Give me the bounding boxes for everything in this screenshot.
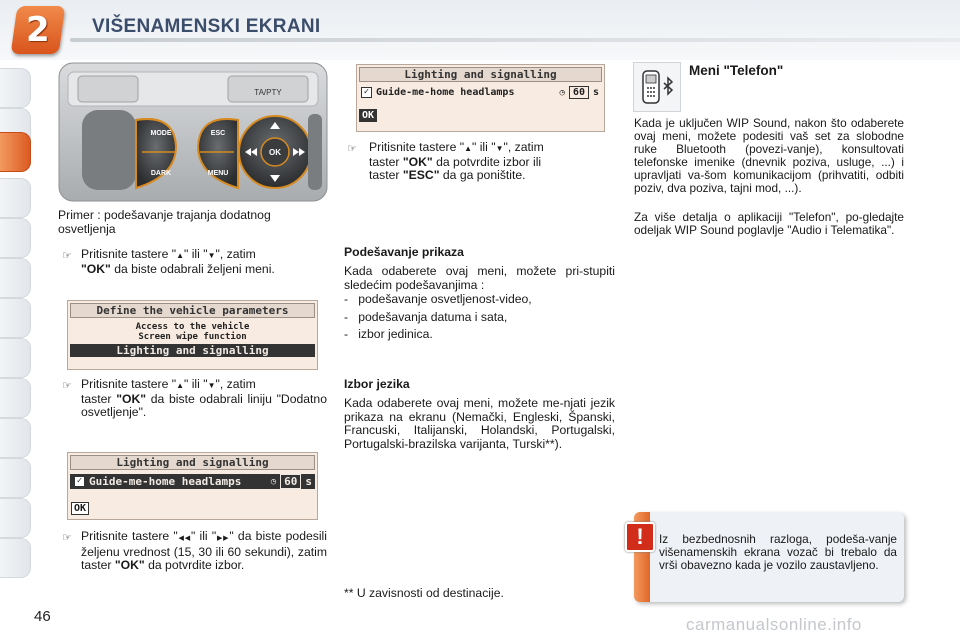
section-heading-phone: Meni "Telefon" — [689, 63, 784, 78]
watermark: carmanualsonline.info — [686, 615, 862, 634]
side-tab[interactable] — [0, 458, 31, 498]
instruction-step-4: Pritisnite tastere "▲" ili "▼", zatim taster "OK" da potvrdite izbor ili taster "ESC" da ga poništite. — [369, 140, 544, 183]
lcd-title: Lighting and signalling — [70, 455, 315, 470]
list-item: - izbor jedinica. — [344, 327, 433, 342]
phone-paragraph-1: Kada je uključen WIP Sound, nakon što odaberete ovaj meni, možete podesiti vaš set za slobodne ruke Bluetooth (povezi-vanje), konsultovati telefonske imenike (dnevnik poziva, usluge, ...) i upravljati va-šom komunikacijom (prihvatiti, odbiti poziv, dva poziva, tajni mod, ...). — [634, 116, 904, 195]
list-item: - podešavanja datuma i sata, — [344, 309, 508, 324]
side-tab[interactable] — [0, 338, 31, 378]
display-settings-list — [344, 293, 615, 342]
chapter-badge — [11, 6, 66, 54]
down-arrow-icon: ▼ — [495, 144, 504, 153]
side-tab[interactable] — [0, 178, 31, 218]
side-tab[interactable] — [0, 258, 31, 298]
pointing-finger-icon: ☞ — [347, 142, 357, 155]
clock-icon: ◷ — [270, 476, 277, 487]
section-heading-language: Izbor jezika — [344, 377, 410, 391]
pointing-finger-icon: ☞ — [62, 531, 72, 544]
mode-button: MODE — [150, 130, 172, 137]
up-arrow-icon: ▲ — [464, 144, 473, 153]
lcd-screen-lighting — [67, 452, 318, 520]
footnote: ** U zavisnosti od destinacije. — [344, 586, 504, 600]
down-arrow-icon: ▼ — [207, 251, 216, 260]
phone-paragraph-2: Za više detalja o aplikaciji "Telefon", po-gledajte odeljak WIP Sound poglavlje "Audio i Telematika". — [634, 210, 904, 237]
lcd-line-1: Access to the vehicle — [135, 322, 250, 332]
display-settings-intro: Kada odaberete ovaj meni, možete pri-stupiti sledećim podešavanjima : — [344, 264, 615, 292]
ok-button: OK — [269, 148, 281, 157]
up-arrow-icon: ▲ — [176, 251, 185, 260]
lcd-line-2: Screen wipe function — [138, 332, 247, 342]
instruction-step-3: Pritisnite tastere "◀◀" ili "▶▶" da biste podesili željenu vrednost (15, 30 ili 60 sekundi), zatim taster "OK" da potvrdite izbor. — [81, 529, 327, 573]
page-title: VIŠENAMENSKI EKRANI — [92, 16, 321, 37]
warning-text: Iz bezbednosnih razloga, podeša-vanje višenamenskih ekrana vozač bi trebalo da vrši obavezno kada je vozilo zaustavljeno. — [659, 532, 897, 573]
image-caption: Primer : podešavanje trajanja dodatnog osvetljenja — [58, 208, 271, 236]
side-tab[interactable] — [0, 538, 31, 578]
header-rule — [70, 38, 960, 42]
instruction-step-1: Pritisnite tastere "▲" ili "▼", zatim "OK" da biste odabrali željeni meni. — [81, 247, 275, 276]
checkbox-icon: ✓ — [361, 87, 372, 98]
lcd-screen-menu — [67, 300, 318, 370]
pointing-finger-icon: ☞ — [62, 249, 72, 262]
language-body: Kada odaberete ovaj meni, možete me-njati jezik prikaza na ekranu (Nemački, Engleski, Španski, Francuski, Italijanski, Holandski, Portugalski, Portugalski-brazilska varijanta, Turski**). — [344, 396, 615, 451]
dark-button: DARK — [150, 170, 172, 177]
lcd-screen-confirm — [356, 64, 605, 132]
lcd-item-row: ✓ Guide-me-home headlamps ◷ 60 s — [359, 86, 602, 99]
fast-forward-icon: ▶▶ — [216, 535, 230, 542]
up-arrow-icon: ▲ — [176, 381, 185, 390]
lcd-selected-item: Lighting and signalling — [70, 344, 315, 357]
lcd-title: Define the vehicle parameters — [70, 303, 315, 318]
side-tab[interactable] — [0, 218, 31, 258]
checkbox-icon: ✓ — [74, 476, 85, 487]
control-panel-image — [58, 62, 328, 202]
side-tab[interactable] — [0, 418, 31, 458]
list-item: - podešavanje osvetljenost-video, — [344, 292, 532, 306]
page-number: 46 — [34, 608, 51, 625]
instruction-step-2: Pritisnite tastere "▲" ili "▼", zatim taster "OK" da biste odabrali liniju "Dodatno osvetljenje". — [81, 377, 327, 420]
down-arrow-icon: ▼ — [207, 381, 216, 390]
menu-button: MENU — [207, 170, 229, 177]
esc-button: ESC — [210, 130, 226, 137]
rewind-icon: ◀◀ — [177, 535, 191, 542]
section-heading-display: Podešavanje prikaza — [344, 245, 464, 259]
chapter-number: 2 — [26, 10, 50, 50]
warning-icon: ! — [625, 522, 655, 552]
phone-bluetooth-icon — [633, 62, 681, 112]
side-tab[interactable] — [0, 298, 31, 338]
side-tab-active[interactable] — [0, 132, 31, 172]
lcd-selected-item: ✓ Guide-me-home headlamps ◷ 60 s — [70, 474, 315, 489]
clock-icon: ◷ — [559, 87, 565, 98]
pointing-finger-icon: ☞ — [62, 379, 72, 392]
ta-pty-label: TA/PTY — [254, 88, 282, 97]
side-tab[interactable] — [0, 68, 31, 108]
side-tab[interactable] — [0, 378, 31, 418]
side-tab[interactable] — [0, 498, 31, 538]
ok-box-selected: OK — [359, 109, 377, 122]
ok-box: OK — [71, 502, 89, 515]
lcd-title: Lighting and signalling — [359, 67, 602, 82]
